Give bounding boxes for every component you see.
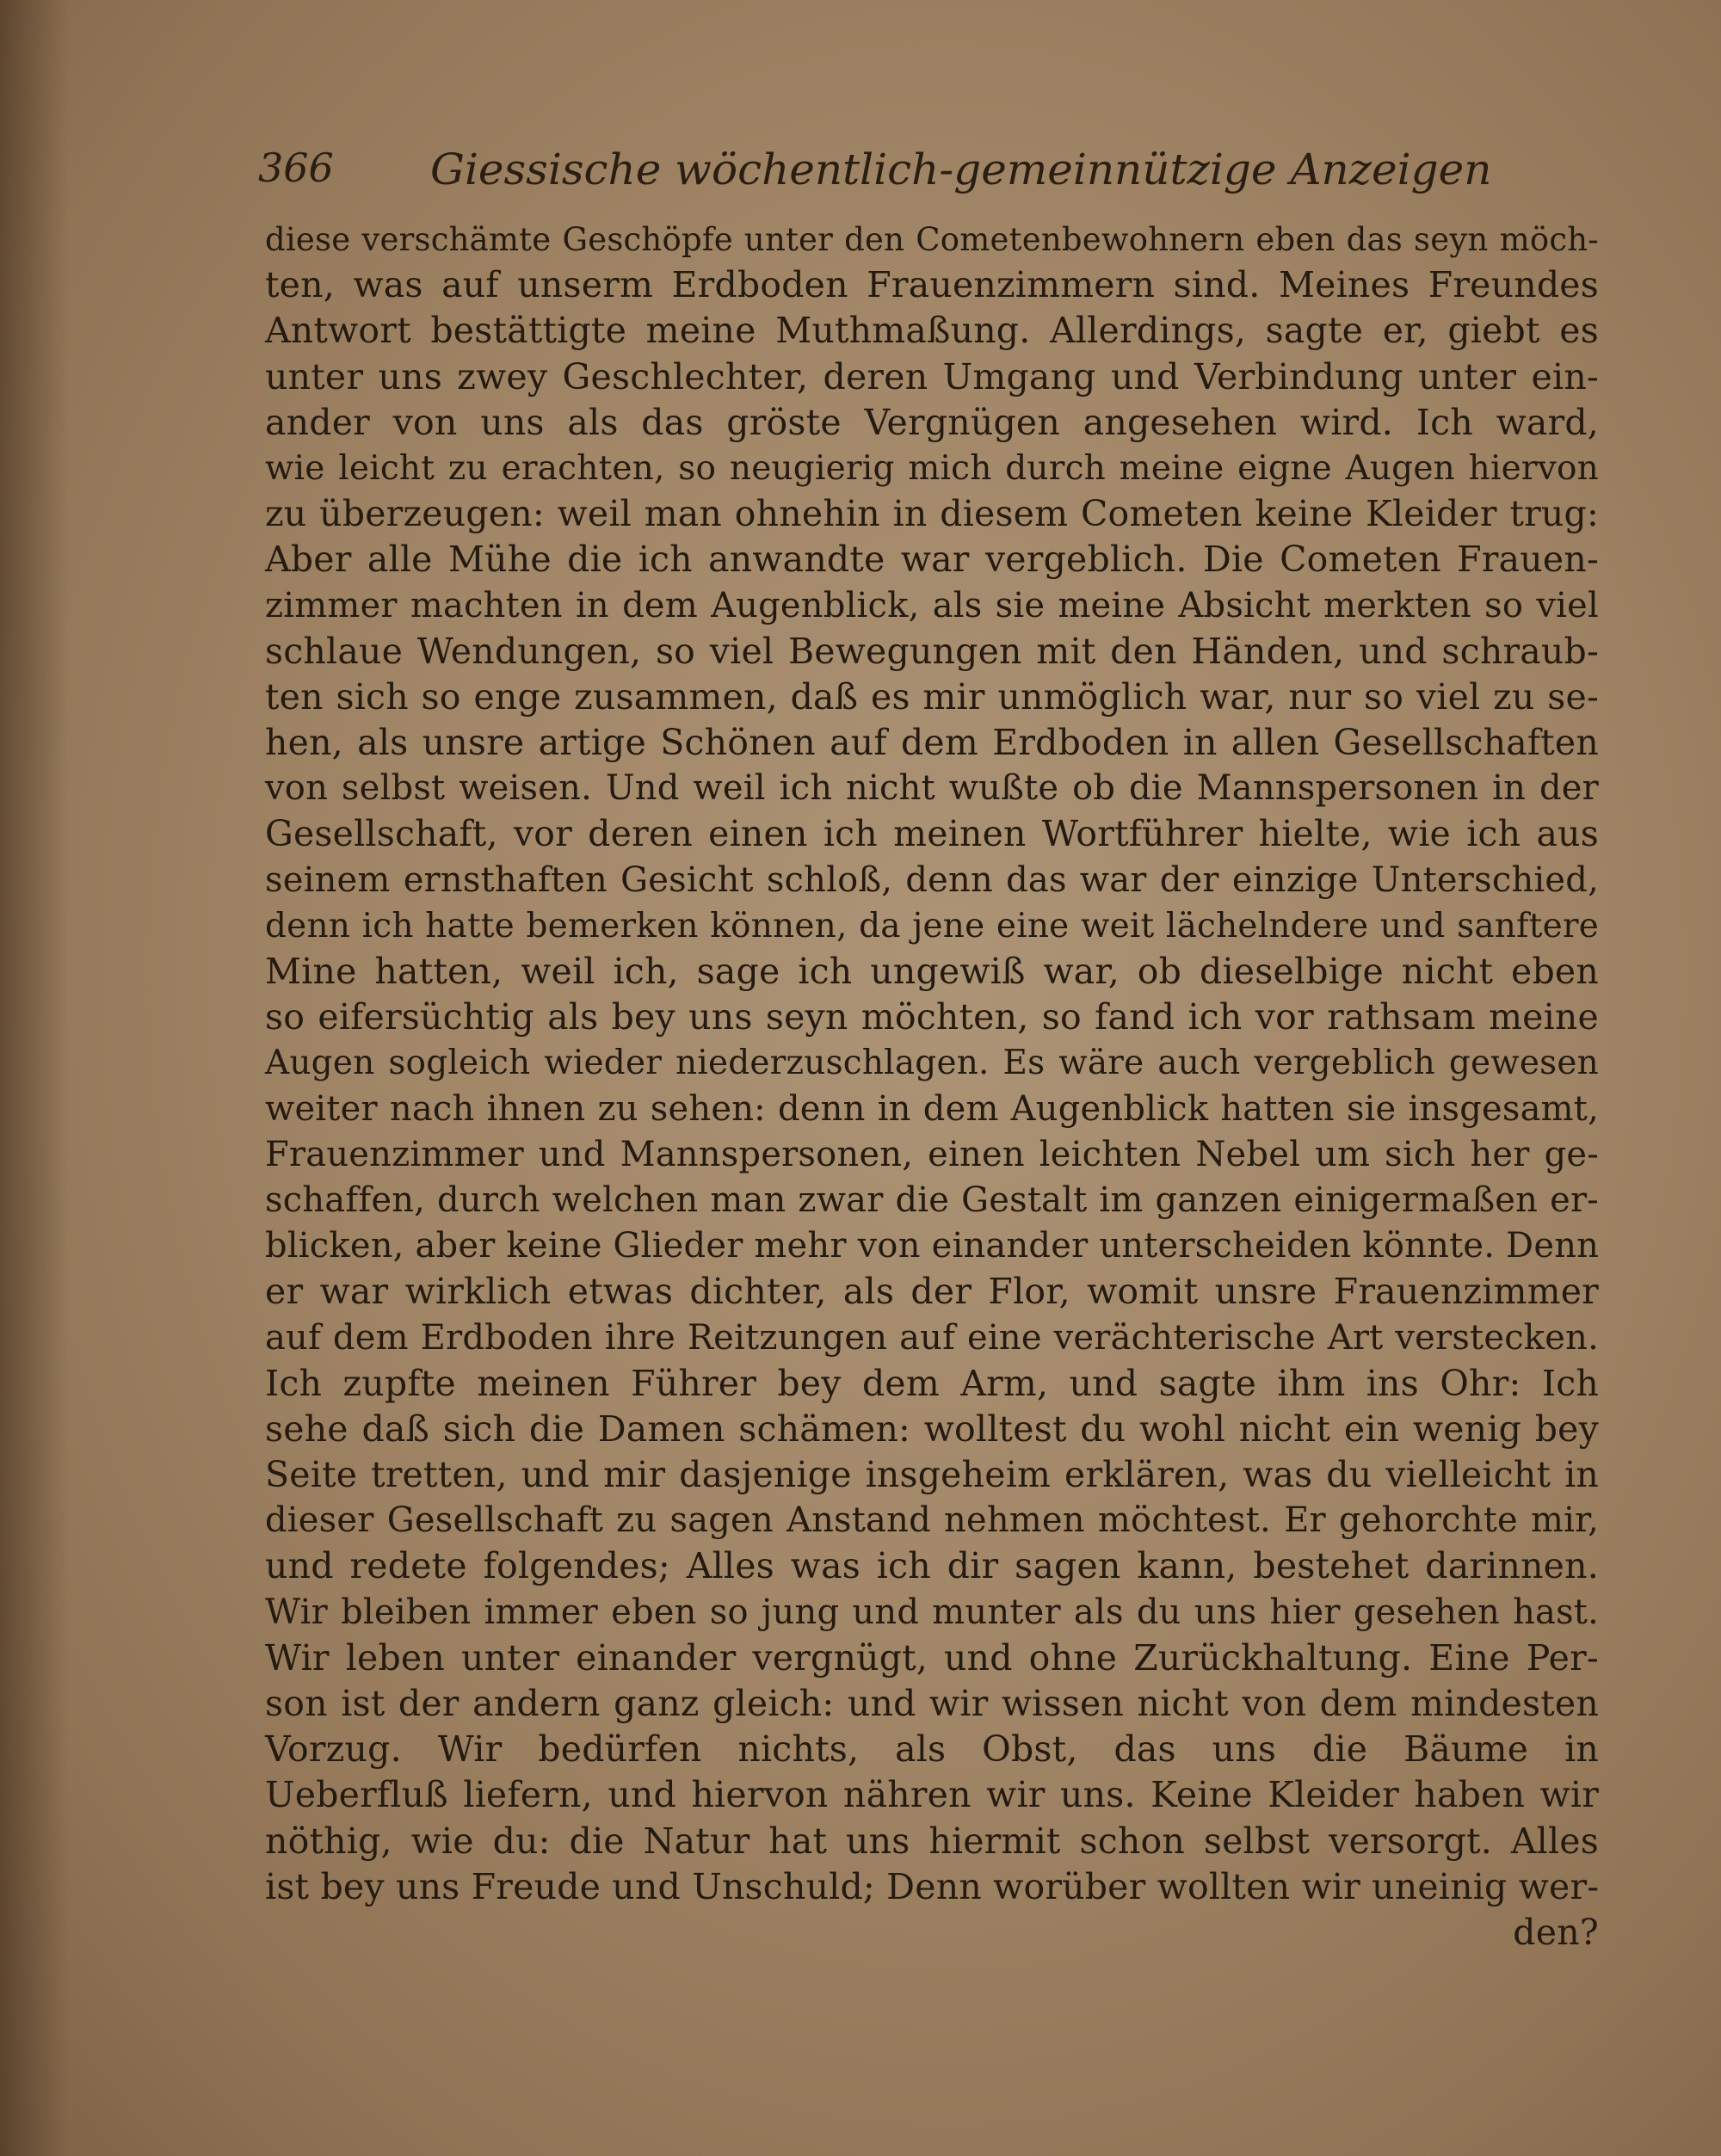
text-line: auf dem Erdboden ihre Reitzungen auf eine verächterische Art verstecken. <box>265 1317 1599 1358</box>
text-line: Antwort bestättigte meine Muthmaßung. Allerdings, sagte er, giebt es <box>265 310 1599 352</box>
text-line: Gesellschaft, vor deren einen ich meinen Wortführer hielte, wie ich aus <box>265 813 1599 855</box>
text-line: diese verschämte Geschöpfe unter den Cometenbewohnern eben das seyn möch- <box>265 221 1599 258</box>
page-number: 366 <box>258 145 334 191</box>
text-line: sehe daß sich die Damen schämen: wolltest du wohl nicht ein wenig bey <box>265 1408 1599 1450</box>
text-line: so eifersüchtig als bey uns seyn möchten, so fand ich vor rathsam meine <box>265 996 1599 1038</box>
running-title: Giessische wöchentlich-gemeinnützige Anzeigen <box>430 145 1492 194</box>
text-line: unter uns zwey Geschlechter, deren Umgang und Verbindung unter ein- <box>265 355 1599 397</box>
text-line: und redete folgendes; Alles was ich dir sagen kann, bestehet darinnen. <box>265 1545 1599 1587</box>
text-line: Frauenzimmer und Mannspersonen, einen leichten Nebel um sich her ge- <box>265 1134 1599 1174</box>
text-line: blicken, aber keine Glieder mehr von einander unterscheiden könnte. Denn <box>265 1226 1600 1266</box>
text-line: Seite tretten, und mir dasjenige insgeheim erklären, was du vielleicht in <box>265 1454 1599 1496</box>
text-line: Vorzug. Wir bedürfen nichts, als Obst, das uns die Bäume in <box>265 1728 1599 1771</box>
page-header <box>258 145 1492 205</box>
text-line: dieser Gesellschaft zu sagen Anstand nehmen möchtest. Er gehorchte mir, <box>265 1500 1599 1541</box>
text-line: zimmer machten in dem Augenblick, als sie meine Absicht merkten so viel <box>265 585 1599 625</box>
text-line: schaffen, durch welchen man zwar die Gestalt im ganzen einigermaßen er- <box>265 1180 1599 1220</box>
binding-shadow <box>0 0 69 2156</box>
text-line: Augen sogleich wieder niederzuschlagen. Es wäre auch vergeblich gewesen <box>265 1044 1599 1083</box>
text-line: ten, was auf unserm Erdboden Frauenzimmern sind. Meines Freundes <box>265 264 1599 306</box>
text-line: ten sich so enge zusammen, daß es mir unmöglich war, nur so viel zu se- <box>265 675 1599 718</box>
text-line: zu überzeugen: weil man ohnehin in diesem Cometen keine Kleider trug: <box>265 493 1599 535</box>
text-line: er war wirklich etwas dichter, als der Flor, womit unsre Frauenzimmer <box>265 1271 1599 1313</box>
text-line: hen, als unsre artige Schönen auf dem Erdboden in allen Gesellschaften <box>265 722 1599 764</box>
text-line: weiter nach ihnen zu sehen: denn in dem Augenblick hatten sie insgesamt, <box>265 1088 1599 1129</box>
text-line: Ueberfluß liefern, und hiervon nähren wir uns. Keine Kleider haben wir <box>265 1774 1599 1816</box>
text-line: den? <box>1513 1911 1599 1953</box>
text-line: Wir leben unter einander vergnügt, und ohne Zurückhaltung. Eine Per- <box>265 1636 1599 1679</box>
text-line: Aber alle Mühe die ich anwandte war vergeblich. Die Cometen Frauen- <box>265 539 1599 581</box>
text-line: schlaue Wendungen, so viel Bewegungen mit den Händen, und schraub- <box>265 630 1599 672</box>
text-line: wie leicht zu erachten, so neugierig mich durch meine eigne Augen hiervon <box>265 448 1599 488</box>
body-text <box>265 217 1599 1956</box>
text-line: von selbst weisen. Und weil ich nicht wußte ob die Mannspersonen in der <box>265 768 1599 809</box>
text-line: denn ich hatte bemerken können, da jene eine weit lächelndere und sanftere <box>265 906 1599 946</box>
text-line: ander von uns als das gröste Vergnügen angesehen wird. Ich ward, <box>265 401 1599 443</box>
text-line: seinem ernsthaften Gesicht schloß, denn das war der einzige Unterschied, <box>265 859 1599 900</box>
text-line: Mine hatten, weil ich, sage ich ungewiß war, ob dieselbige nicht eben <box>265 951 1599 992</box>
text-line: nöthig, wie du: die Natur hat uns hiermit schon selbst versorgt. Alles <box>265 1820 1599 1862</box>
text-line: Wir bleiben immer eben so jung und munter als du uns hier gesehen hast. <box>265 1592 1599 1632</box>
text-line: son ist der andern ganz gleich: und wir wissen nicht von dem mindesten <box>265 1683 1599 1724</box>
text-line: Ich zupfte meinen Führer bey dem Arm, und sagte ihm ins Ohr: Ich <box>265 1362 1599 1404</box>
text-line: ist bey uns Freude und Unschuld; Denn worüber wollten wir uneinig wer- <box>265 1865 1600 1907</box>
